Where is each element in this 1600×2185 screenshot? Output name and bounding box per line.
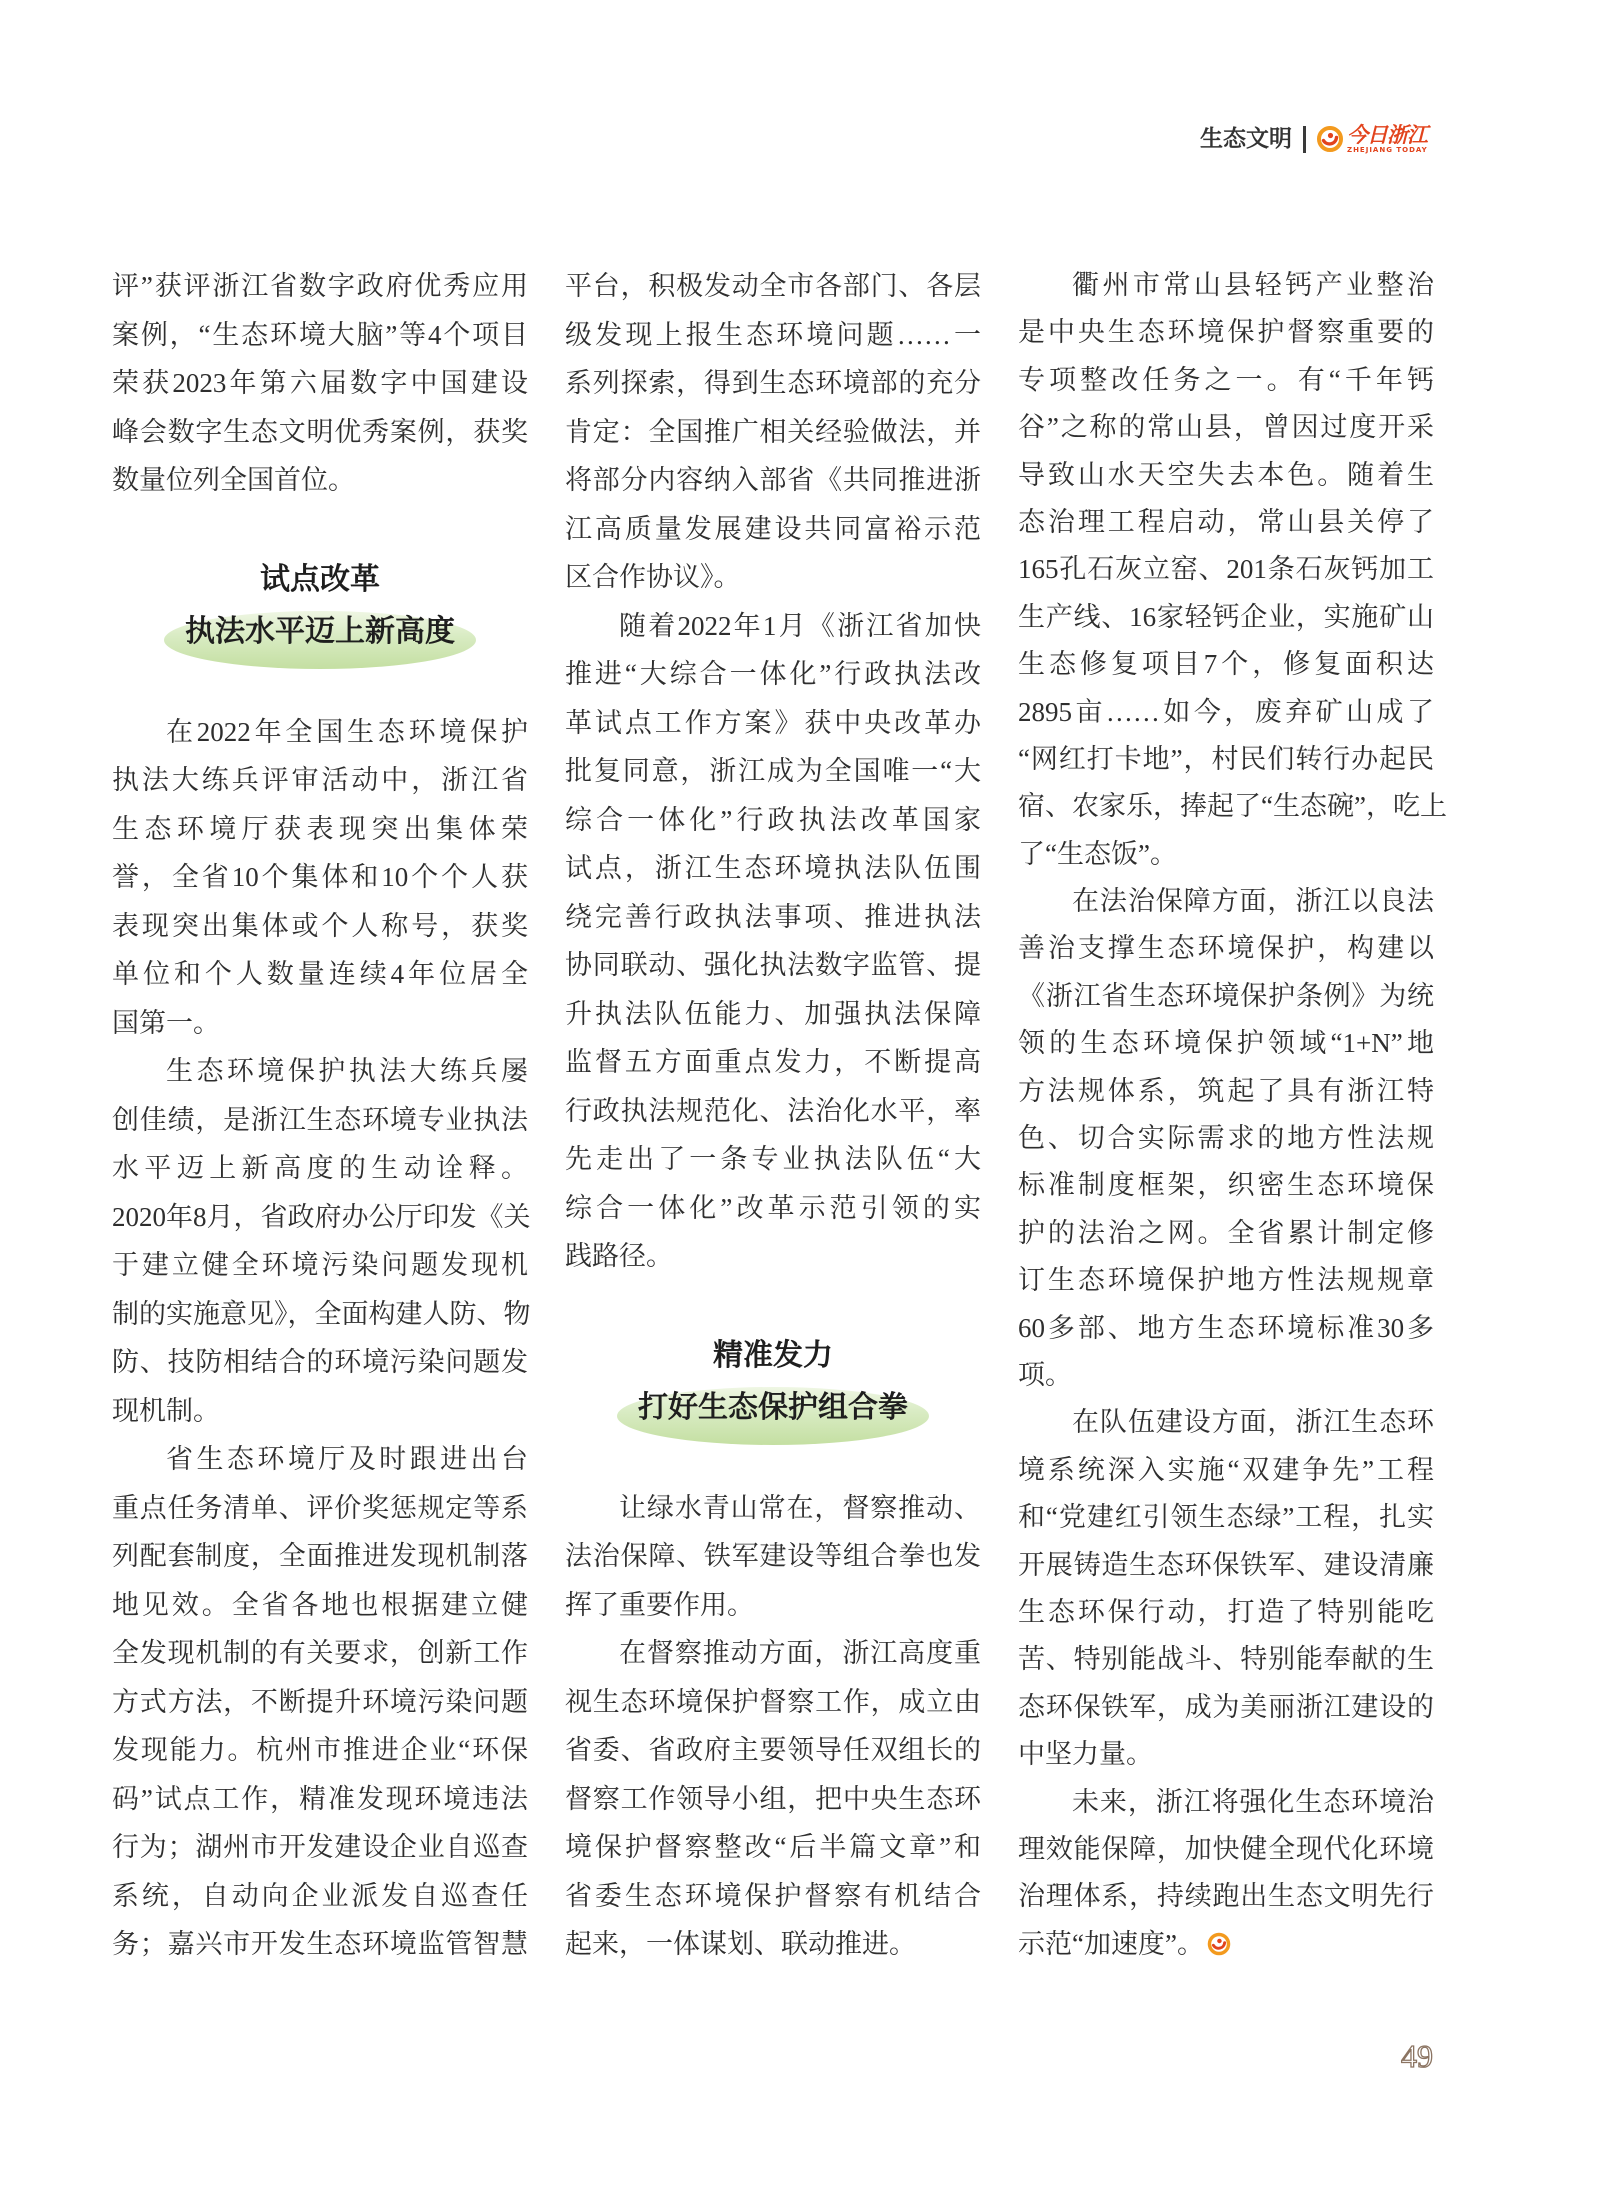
logo-text: 今日浙江	[1347, 122, 1427, 147]
text-line: 综合一体化”行政执法改革国家	[565, 804, 981, 835]
text-line: 批复同意，浙江成为全国唯一“大	[565, 756, 981, 786]
paragraph	[1018, 1399, 1434, 1778]
section-title: 执法水平迈上新高度	[185, 613, 455, 649]
text-line: 生产线、16家轻钙企业，实施矿山	[1018, 601, 1434, 632]
text-line: 系统，自动向企业派发自巡查任	[112, 1880, 528, 1911]
text-line: 督察工作领导小组，把中央生态环	[565, 1783, 981, 1814]
text-line: 在队伍建设方面，浙江生态环	[1072, 1407, 1434, 1438]
text-line: 和“党建红引领生态绿”工程，扎实	[1018, 1502, 1434, 1533]
text-line: 列配套制度，全面推进发现机制落	[112, 1541, 528, 1571]
text-line: 专项整改任务之一。有“千年钙	[1018, 364, 1434, 395]
text-line: 地见效。全省各地也根据建立健	[112, 1589, 528, 1620]
paragraph	[565, 262, 981, 602]
paragraph	[112, 708, 528, 1048]
logo-wordmark	[1347, 124, 1428, 154]
text-line: 防、技防相结合的环境污染问题发	[112, 1347, 528, 1377]
text-line: 标准制度框架，织密生态环境保	[1018, 1170, 1434, 1201]
text-line: 单位和个人数量连续4年位居全	[112, 959, 528, 989]
text-line: 起来，一体谋划、联动推进。	[565, 1929, 916, 1959]
text-line	[1018, 1921, 1434, 1968]
text-line: 境保护督察整改“后半篇文章”和	[565, 1832, 981, 1862]
text-line: 订生态环境保护地方性法规规章	[1018, 1265, 1434, 1296]
text-line: 色、切合实际需求的地方性法规	[1018, 1123, 1434, 1154]
text-line: 于建立健全环境污染问题发现机	[112, 1250, 528, 1280]
section-kicker: 精准发力	[713, 1337, 833, 1373]
text-line: 在法治保障方面，浙江以良法	[1072, 886, 1434, 917]
text-line: 项。	[1018, 1359, 1072, 1390]
section-heading	[112, 505, 528, 708]
text-line: 革试点工作方案》获中央改革办	[565, 707, 981, 738]
end-mark-icon	[1206, 1931, 1232, 1957]
text-line: 行为；湖州市开发建设企业自巡查	[112, 1832, 528, 1862]
text-line: 现机制。	[112, 1395, 220, 1426]
text-line: 国第一。	[112, 1007, 220, 1038]
text-line: 在2022年全国生态环境保护	[166, 716, 528, 747]
running-header	[1200, 117, 1428, 161]
text-line: 法治保障、铁军建设等组合拳也发	[565, 1541, 981, 1571]
text-line: 生态环境保护执法大练兵屡	[166, 1056, 528, 1086]
text-line: 态环保铁军，成为美丽浙江建设的	[1018, 1691, 1434, 1722]
text-line: 区合作协议》。	[565, 562, 741, 592]
text-line: 在督察推动方面，浙江高度重	[619, 1638, 981, 1668]
header-separator	[1303, 126, 1306, 153]
text-line: 宿、农家乐，捧起了“生态碗”，吃上	[1018, 791, 1447, 822]
text-line: 将部分内容纳入部省《共同推进浙	[565, 465, 981, 495]
logo-tagline: ZHEJIANG TODAY	[1347, 146, 1428, 154]
logo-swirl-icon	[1315, 124, 1345, 154]
text-line: 江高质量发展建设共同富裕示范	[565, 513, 981, 544]
text-line: 绕完善行政执法事项、推进执法	[565, 901, 981, 932]
text-line: 165孔石灰立窑、201条石灰钙加工	[1018, 554, 1434, 585]
paragraph	[1018, 878, 1434, 1399]
text-line: 了“生态饭”。	[1018, 838, 1177, 869]
text-line: 治理体系，持续跑出生态文明先行	[1018, 1881, 1434, 1912]
text-column-2	[565, 262, 981, 1969]
text-line: 表现突出集体或个人称号，获奖	[112, 910, 528, 941]
text-line: 开展铸造生态环保铁军、建设清廉	[1018, 1549, 1434, 1580]
paragraph	[565, 602, 981, 1281]
section-heading	[565, 1281, 981, 1484]
text-line: 未来，浙江将强化生态环境治	[1072, 1786, 1434, 1817]
text-line: 协同联动、强化执法数字监管、提	[565, 950, 981, 980]
paragraph	[1018, 262, 1447, 878]
text-line: 2895亩……如今，废弃矿山成了	[1018, 696, 1434, 727]
text-line: 善治支撑生态环境保护，构建以	[1018, 933, 1434, 964]
text-line: 峰会数字生态文明优秀案例，获奖	[112, 416, 528, 447]
text-line: 生态环境厅获表现突出集体荣	[112, 813, 528, 844]
text-line: 重点任务清单、评价奖惩规定等系	[112, 1492, 528, 1523]
text-line: 先走出了一条专业执法队伍“大	[565, 1144, 981, 1174]
text-line: 导致山水天空失去本色。随着生	[1018, 459, 1434, 490]
text-line: 评”获评浙江省数字政府优秀应用	[112, 271, 528, 301]
text-line: 发现能力。杭州市推进企业“环保	[112, 1735, 528, 1765]
text-line: 境系统深入实施“双建争先”工程	[1018, 1454, 1434, 1485]
text-line: 生态修复项目7个，修复面积达	[1018, 649, 1434, 680]
text-column-1	[112, 262, 531, 1969]
text-line: 案例，“生态环境大脑”等4个项目	[112, 319, 528, 350]
text-line: 生态环保行动，打造了特别能吃	[1018, 1596, 1434, 1627]
text-line: “网红打卡地”，村民们转行办起民	[1018, 743, 1434, 774]
text-line: 衢州市常山县轻钙产业整治	[1072, 270, 1434, 300]
text-line: 中坚力量。	[1018, 1739, 1153, 1770]
text-line: 省委、省政府主要领导任双组长的	[565, 1735, 981, 1765]
text-line: 数量位列全国首位。	[112, 465, 355, 495]
paragraph	[565, 1484, 981, 1630]
text-column-3	[1018, 262, 1447, 1968]
text-line: 《浙江省生态环境保护条例》为统	[1018, 980, 1434, 1011]
text-line: 平台，积极发动全市各部门、各层	[565, 271, 981, 301]
paragraph	[565, 1629, 981, 1969]
text-line: 领的生态环境保护领域“1+N”地	[1018, 1028, 1434, 1059]
text-line: 肯定：全国推广相关经验做法，并	[565, 416, 981, 447]
text-line: 综合一体化”改革示范引领的实	[565, 1192, 981, 1223]
text-line: 视生态环境保护督察工作，成立由	[565, 1686, 981, 1717]
paragraph	[1018, 1779, 1434, 1969]
section-name: 生态文明	[1200, 126, 1292, 152]
text-line: 省委生态环境保护督察有机结合	[565, 1880, 981, 1911]
text-line-content: 示范“加速度”。	[1018, 1928, 1204, 1959]
text-line: 升执法队伍能力、加强执法保障	[565, 998, 981, 1029]
text-line: 行政执法规范化、法治化水平，率	[565, 1095, 981, 1126]
text-line: 方式方法，不断提升环境污染问题	[112, 1686, 528, 1717]
paragraph	[112, 1435, 528, 1969]
text-line: 践路径。	[565, 1241, 673, 1271]
text-line: 谷”之称的常山县，曾因过度开采	[1018, 412, 1434, 443]
text-line: 码”试点工作，精准发现环境违法	[112, 1783, 528, 1814]
text-line: 级发现上报生态环境问题……一	[565, 319, 981, 350]
text-line: 誉，全省10个集体和10个个人获	[112, 862, 528, 892]
text-line: 60多部、地方生态环境标准30多	[1018, 1312, 1434, 1343]
text-line: 务；嘉兴市开发生态环境监管智慧	[112, 1929, 528, 1959]
text-line: 全发现机制的有关要求，创新工作	[112, 1638, 528, 1668]
text-line: 2020年8月，省政府办公厅印发《关	[112, 1201, 531, 1232]
text-line: 省生态环境厅及时跟进出台	[166, 1444, 528, 1474]
text-line: 执法大练兵评审活动中，浙江省	[112, 765, 528, 795]
text-line: 护的法治之网。全省累计制定修	[1018, 1217, 1434, 1248]
text-line: 态治理工程启动，常山县关停了	[1018, 506, 1434, 537]
text-line: 让绿水青山常在，督察推动、	[619, 1492, 981, 1523]
text-line: 理效能保障，加快健全现代化环境	[1018, 1833, 1434, 1864]
paragraph	[112, 262, 528, 505]
text-line: 苦、特别能战斗、特别能奉献的生	[1018, 1644, 1434, 1675]
text-line: 监督五方面重点发力，不断提高	[565, 1047, 981, 1077]
text-line: 随着2022年1月《浙江省加快	[619, 610, 981, 641]
section-kicker: 试点改革	[260, 561, 380, 597]
section-title: 打好生态保护组合拳	[638, 1389, 908, 1425]
text-line: 荣获2023年第六届数字中国建设	[112, 368, 528, 398]
text-line: 试点，浙江生态环境执法队伍围	[565, 853, 981, 883]
page-number: 49	[1401, 2038, 1433, 2074]
text-line: 制的实施意见》，全面构建人防、物	[112, 1298, 531, 1329]
text-line: 水平迈上新高度的生动诠释。	[112, 1153, 528, 1183]
text-line: 系列探索，得到生态环境部的充分	[565, 368, 981, 398]
logo	[1315, 124, 1428, 154]
text-line: 创佳绩，是浙江生态环境专业执法	[112, 1104, 528, 1135]
text-line: 挥了重要作用。	[565, 1589, 754, 1620]
paragraph	[112, 1047, 531, 1435]
text-line: 是中央生态环境保护督察重要的	[1018, 317, 1434, 348]
text-line: 推进“大综合一体化”行政执法改	[565, 659, 981, 689]
text-line: 方法规体系，筑起了具有浙江特	[1018, 1075, 1434, 1106]
